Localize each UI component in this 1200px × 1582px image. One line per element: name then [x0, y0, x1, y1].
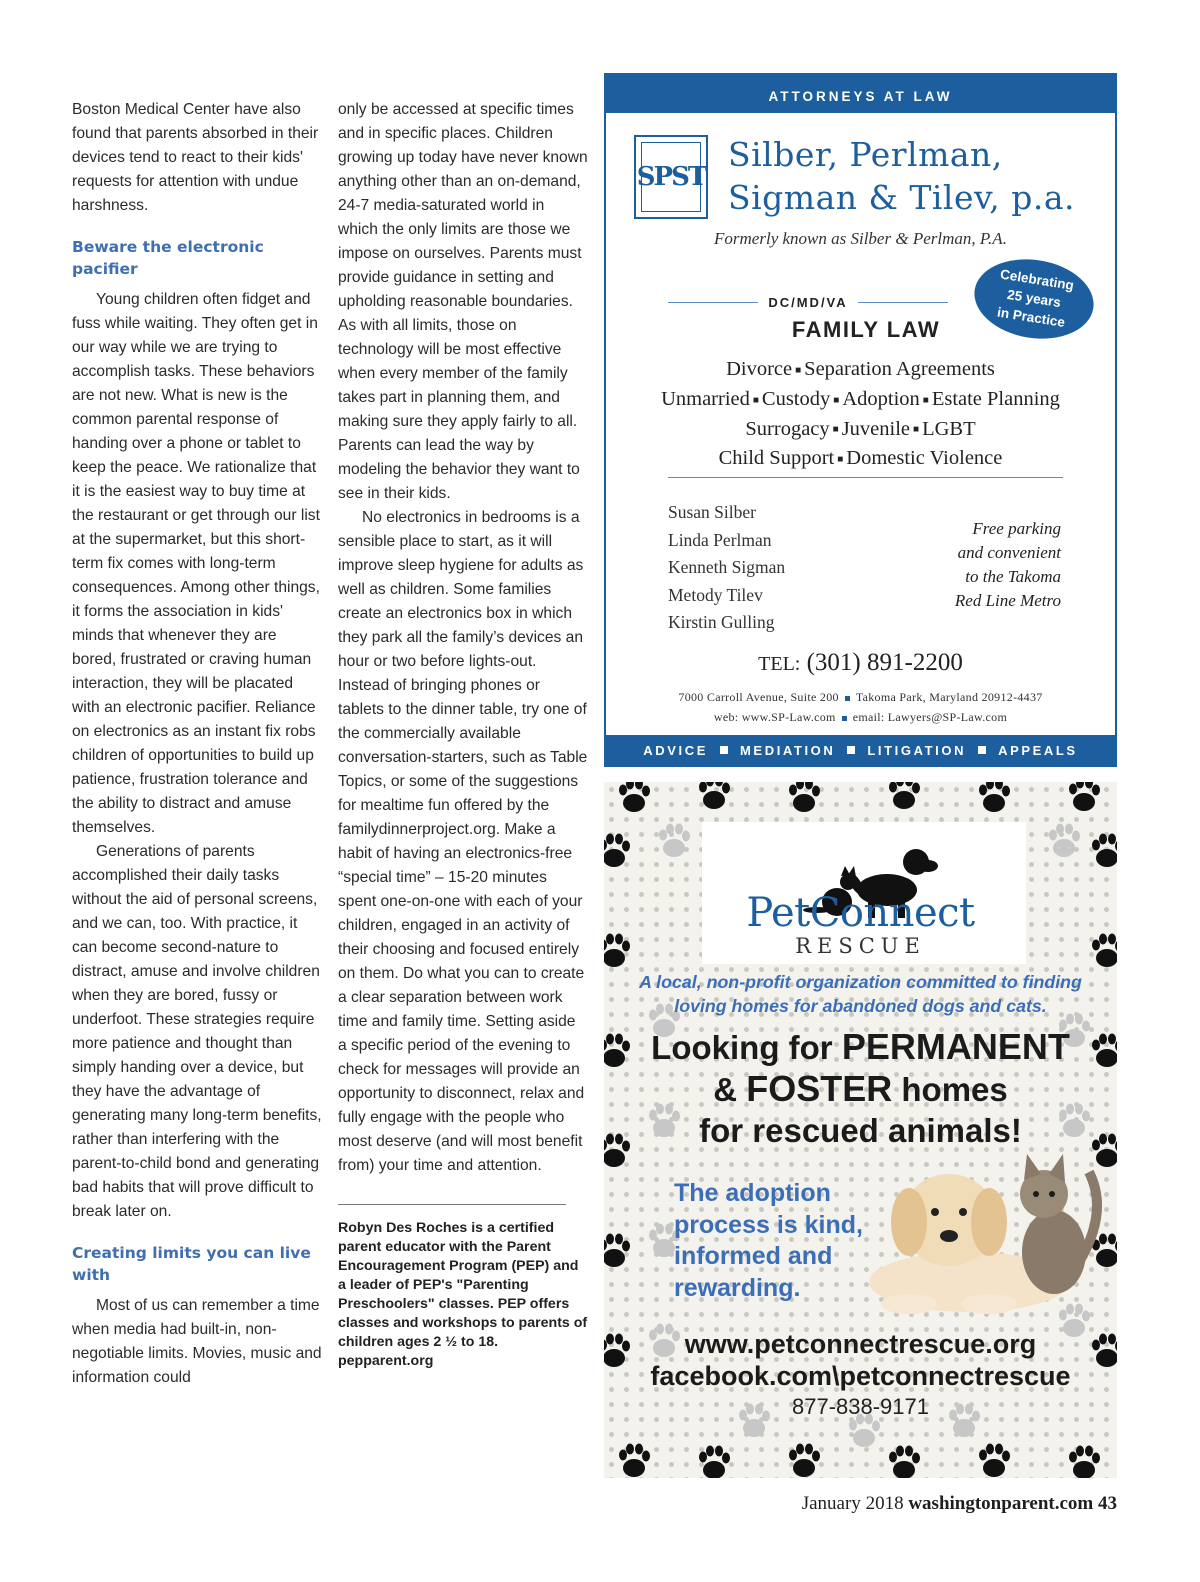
square-bullet-icon: [978, 746, 986, 754]
contact-row: [606, 707, 1115, 727]
pet-website-link[interactable]: www.petconnectrescue.org: [684, 1329, 1037, 1359]
square-bullet-icon: [720, 746, 728, 754]
law-firm-ad: [604, 73, 1117, 767]
square-bullet-icon: [847, 746, 855, 754]
bullet-icon: ■: [752, 394, 759, 406]
adoption-line: The adoption: [674, 1179, 831, 1207]
service-item: Surrogacy: [745, 417, 830, 440]
service-item: Child Support: [718, 447, 835, 470]
adoption-line: informed and: [674, 1242, 833, 1270]
services-list: [606, 355, 1115, 474]
permanent-text: PERMANENT: [841, 1026, 1070, 1067]
parking-line: Free parking: [972, 519, 1061, 538]
bullet-icon: ■: [832, 424, 839, 436]
service-item: Estate Planning: [931, 387, 1060, 410]
foster-text: FOSTER: [746, 1068, 893, 1109]
practice-area-title: FAMILY LAW: [791, 317, 941, 342]
bio-divider: [338, 1204, 566, 1205]
lawyer-name: Susan Silber: [668, 502, 756, 522]
badge-line-3: in Practice: [996, 304, 1066, 331]
region-label: DC/MD/VA: [768, 295, 848, 310]
tagline-line-1: A local, non-profit organization committed to finding: [639, 972, 1082, 992]
footer-item: MEDIATION: [740, 742, 836, 758]
law-telephone: [606, 649, 1115, 677]
rescue-subtitle: RESCUE: [795, 934, 926, 958]
lawyer-list: [668, 499, 785, 637]
subheading-electronic-pacifier: Beware the electronic pacifier: [72, 238, 264, 278]
pet-contact: [604, 1328, 1117, 1392]
services-row-2: [606, 385, 1115, 415]
service-item: Unmarried: [661, 387, 750, 410]
looking-line-1: [604, 1026, 1117, 1068]
adoption-message: [674, 1178, 863, 1304]
col1-paragraph-4: Most of us can remember a time when media had built-in, non-negotiable limits. Movies, music and information could: [72, 1297, 322, 1386]
page-number: 43: [1098, 1493, 1117, 1514]
footer-item: ADVICE: [643, 742, 708, 758]
law-address: [606, 687, 1115, 727]
bullet-icon: ■: [837, 454, 844, 466]
col1-paragraph-3: Generations of parents accomplished their daily tasks without the aid of personal screens, and we can, too. With practice, it can become second-nature to distract, amuse and involve children when they are bored, fussy or underfoot. These strategies require more patience and thought than simply handing over a device, but they have the advantage of generating many long-term benefits, rather than interfering with the parent-to-child bond and generating bad habits that will prove difficult to break later on.: [72, 843, 322, 1220]
col1-paragraph-1: Boston Medical Center have also found that parents absorbed in their devices tend to react to their kids' requests for attention with undue harshness.: [72, 101, 319, 214]
site-name: washingtonparent.com: [908, 1493, 1094, 1514]
service-item: Separation Agreements: [804, 358, 995, 380]
region-line: [668, 295, 948, 310]
service-item: Divorce: [726, 358, 793, 380]
col1-paragraph-2: Young children often fidget and fuss while waiting. They often get in our way while we are trying to accomplish tasks. These behaviors are not new. What is new is the common parental response of handing over a phone or tablet to keep the peace. We rationalize that it is the easiest way to buy time at the restaurant or get through our list at the supermarket, but this short-term fix comes with long-term consequences. Among other things, it forms the association in kids' minds that whenever they are bored, frustrated or craving human interaction, they will be placated with an electronic pacifier. Reliance on electronics as an instant fix robs children of opportunities to build up patience, frustration tolerance and the ability to distract and amuse themselves.: [72, 291, 320, 836]
services-divider: [668, 477, 1063, 478]
service-item: Adoption: [842, 387, 920, 410]
lawyer-name: Metody Tilev: [668, 584, 763, 605]
puppy-and-kitten-photo: [849, 1132, 1109, 1322]
article-column-1: [72, 98, 322, 1390]
tagline-line-2: loving homes for abandoned dogs and cats.: [674, 996, 1047, 1016]
pet-phone: 877-838-9171: [791, 1394, 929, 1419]
street-address: 7000 Carroll Avenue, Suite 200: [678, 690, 839, 704]
homes-text: homes: [892, 1071, 1008, 1108]
city-address: Takoma Park, Maryland 20912-4437: [855, 690, 1043, 704]
looking-text: Looking for: [651, 1029, 842, 1066]
lawyer-name: Kirstin Gulling: [668, 612, 775, 632]
col2-paragraph-2: No electronics in bedrooms is a sensible place to start, as it will improve sleep hygiene for adults as well as children. Some families create an electronics box in which they park all the family’s devices an hour or two before lights-out. Instead of bringing phones or tablets to the dinner table, try one of the commercially available conversation-starters, such as Table Topics, or some of the suggestions for mealtime fun offered by the familydinnerproject.org. Make a habit of having an electronics-free “special time” – 15-20 minutes spent one-on-one with each of your children, engaged in an activity of their choosing and focused entirely on them. Do what you can to create a clear separation between work time and family time. Setting aside a specific period of the evening to check for messages will provide an opportunity to disconnect, relax and fully engage with the people who most deserve (and will most benefit from) your time and attention.: [338, 509, 588, 1174]
formerly-known-as: Formerly known as Silber & Perlman, P.A.: [714, 229, 1007, 248]
lawyer-name: Kenneth Sigman: [668, 557, 786, 577]
author-bio: Robyn Des Roches is a certified parent educator with the Parent Encouragement Program (PEP) and a leader of PEP's "Parenting Preschoolers" classes. PEP offers classes and workshops to parents of children ages 2 ½ to 18. pepparent.org: [338, 1220, 588, 1369]
firm-name-line-2: Sigman & Tilev, p.a.: [728, 178, 1075, 217]
parking-line: to the Takoma: [965, 567, 1061, 586]
parking-line: and convenient: [957, 543, 1061, 562]
looking-line-3: for rescued animals!: [699, 1112, 1022, 1149]
pet-facebook-link[interactable]: facebook.com\petconnectrescue: [650, 1361, 1071, 1391]
spst-logo-text: SPST: [641, 142, 701, 212]
badge-line-1: Celebrating: [999, 266, 1075, 293]
adoption-line: rewarding.: [674, 1273, 801, 1302]
service-item: Domestic Violence: [846, 447, 1003, 470]
bullet-icon: [845, 696, 850, 701]
col2-paragraph-1: only be accessed at specific times and in specific places. Children growing up today have never known anything other than an on-demand, 24-7 media-saturated world in which the only limits are those we impose on ourselves. Parents must provide guidance in setting and upholding reasonable boundaries. As with all limits, those on technology will be most effective when every member of the family takes part in planning them, and making sure they apply fairly to all. Parents can lead the way by modeling the behavior they want to see in their kids.: [338, 101, 588, 502]
badge-line-2: 25 years: [1006, 286, 1062, 311]
tel-label: TEL:: [758, 653, 801, 675]
firm-name: [728, 133, 1075, 219]
looking-line-2: [604, 1068, 1117, 1110]
article-column-2: [338, 98, 588, 1371]
services-row-1: [606, 355, 1115, 385]
parking-line: Red Line Metro: [954, 591, 1061, 610]
services-row-4: [606, 444, 1115, 474]
parking-note: [955, 517, 1061, 613]
page-footer: [802, 1493, 1117, 1515]
petconnect-name: PetConnect: [746, 890, 975, 936]
adoption-line: process is kind,: [674, 1210, 863, 1239]
footer-item: LITIGATION: [867, 742, 967, 758]
spst-logo: [634, 135, 708, 219]
pet-rescue-ad: [604, 782, 1117, 1478]
bullet-icon: ■: [922, 394, 929, 406]
law-ad-footer: [606, 735, 1115, 765]
issue-date: January 2018: [801, 1493, 904, 1514]
law-ad-header: ATTORNEYS AT LAW: [606, 75, 1115, 113]
lawyer-name: Linda Perlman: [668, 529, 772, 550]
ampersand-text: &: [713, 1071, 747, 1108]
service-item: Custody: [761, 387, 831, 410]
footer-item: APPEALS: [998, 742, 1078, 758]
firm-name-line-1: Silber, Perlman,: [728, 135, 1003, 174]
subheading-creating-limits: Creating limits you can live with: [72, 1244, 311, 1284]
region-rule-left: [668, 302, 758, 303]
address-row: [606, 687, 1115, 707]
bullet-icon: [842, 716, 847, 721]
region-rule-right: [858, 302, 948, 303]
tel-number: (301) 891-2200: [806, 649, 963, 676]
bullet-icon: ■: [913, 424, 920, 436]
pet-tagline: [604, 970, 1117, 1018]
kitten-icon: [1020, 1154, 1097, 1294]
bullet-icon: ■: [795, 364, 802, 376]
law-email: email: Lawyers@SP-Law.com: [852, 710, 1008, 724]
law-website: web: www.SP-Law.com: [713, 710, 836, 724]
bullet-icon: ■: [833, 394, 840, 406]
service-item: LGBT: [922, 417, 976, 440]
services-row-3: [606, 415, 1115, 445]
service-item: Juvenile: [841, 417, 911, 440]
